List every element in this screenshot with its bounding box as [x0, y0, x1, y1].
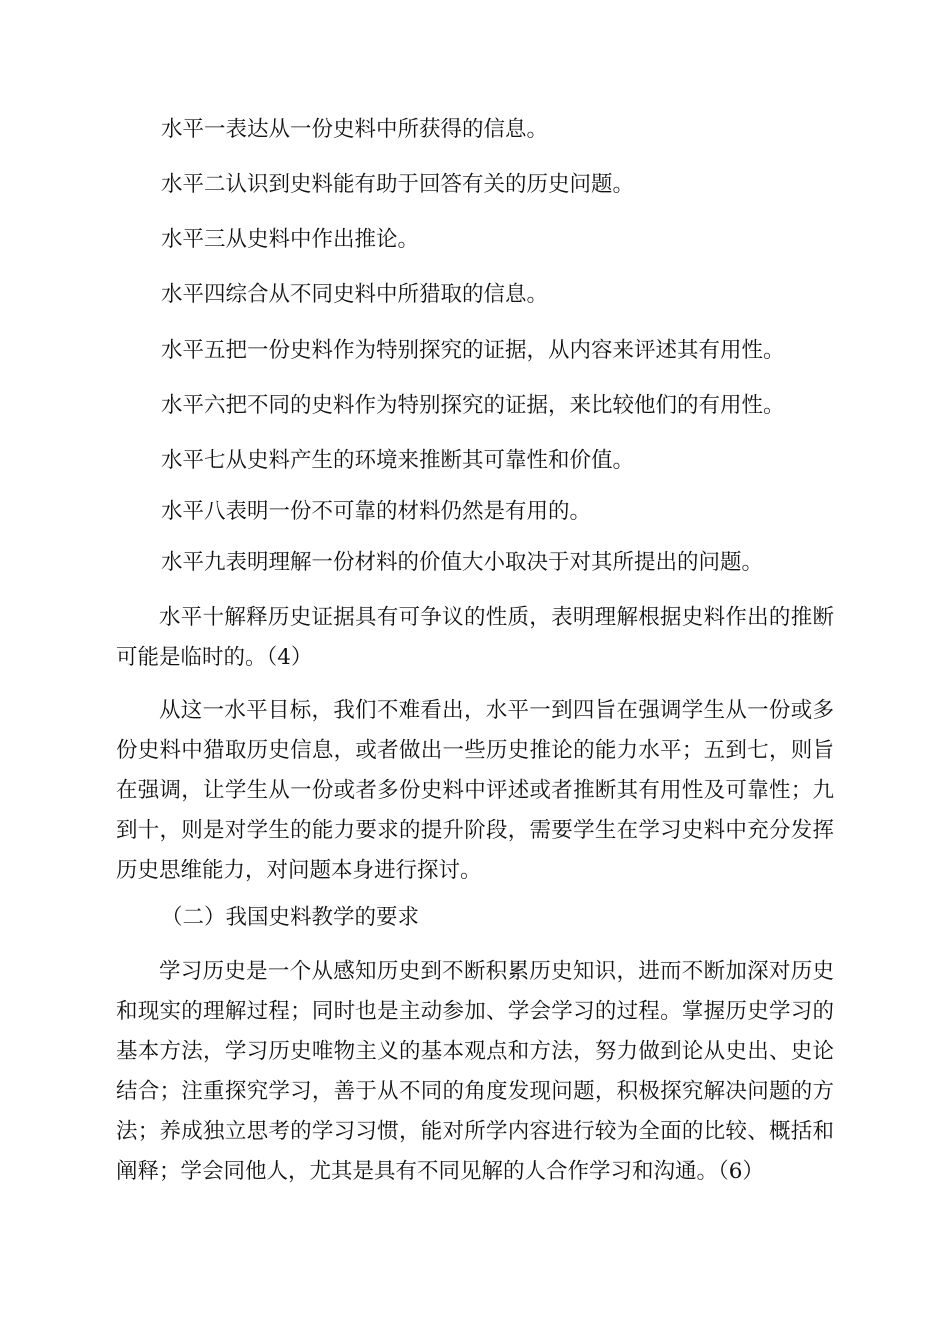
- level-10-paragraph: 水平十解释历史证据具有可争议的性质，表明理解根据史料作出的推断可能是临时的。（4）: [116, 605, 834, 670]
- level-3: 水平三从史料中作出推论。: [161, 227, 420, 252]
- analysis-paragraph: 从这一水平目标，我们不难看出，水平一到四旨在强调学生从一份或多份史料中猎取历史信息，或者做出一些历史推论的能力水平；五到七，则旨在强调，让学生从一份或者多份史料中评述或者推断其有用性及可靠性；九到十，则是对学生的能力要求的提升阶段，需要学生在学习史料中充分发挥历史思维能力，对问题本身进行探讨。: [116, 698, 834, 883]
- level-4: 水平四综合从不同史料中所猎取的信息。: [161, 282, 549, 307]
- level-9: 水平九表明理解一份材料的价值大小取决于对其所提出的问题。: [161, 550, 764, 575]
- requirements-paragraph: 学习历史是一个从感知历史到不断积累历史知识，进而不断加深对历史和现实的理解过程；同时也是主动参加、学会学习的过程。掌握历史学习的基本方法，学习历史唯物主义的基本观点和方法，努力做到论从史出、史论结合；注重探究学习，善于从不同的角度发现问题，积极探究解决问题的方法；养成独立思考的学习习惯，能对所学内容进行较为全面的比较、概括和阐释；学会同他人，尤其是具有不同见解的人合作学习和沟通。（6）: [116, 959, 834, 1184]
- level-5: 水平五把一份史料作为特别探究的证据，从内容来评述其有用性。: [161, 338, 785, 363]
- section-heading: （二）我国史料教学的要求: [161, 905, 420, 930]
- level-2: 水平二认识到史料能有助于回答有关的历史问题。: [161, 172, 635, 197]
- level-8: 水平八表明一份不可靠的材料仍然是有用的。: [161, 499, 592, 524]
- level-6: 水平六把不同的史料作为特别探究的证据，来比较他们的有用性。: [161, 393, 785, 418]
- level-7: 水平七从史料产生的环境来推断其可靠性和价值。: [161, 448, 635, 473]
- level-1: 水平一表达从一份史料中所获得的信息。: [161, 117, 549, 142]
